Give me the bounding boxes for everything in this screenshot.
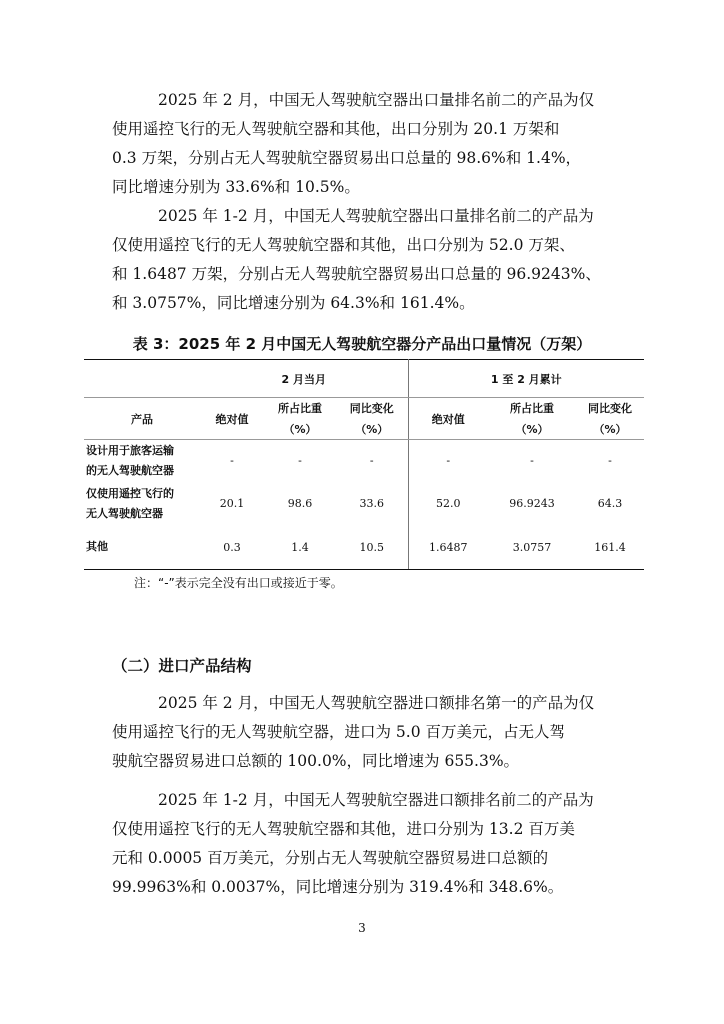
cell-value: - xyxy=(530,454,534,468)
cell-value: 52.0 xyxy=(436,497,461,510)
cell-value: - xyxy=(446,454,451,468)
text-line: 2025 年 1-2 月，中国无人驾驶航空器进口额排名前二的产品为 xyxy=(158,791,594,809)
text-line: 和 3.0757%，同比增速分别为 64.3%和 161.4%。 xyxy=(112,294,475,312)
text-line: 仅使用遥控飞行的无人驾驶航空器和其他，出口分别为 52.0 万架、 xyxy=(112,236,575,254)
col-header-abs-cum: 绝对值 xyxy=(408,398,488,440)
table-row xyxy=(84,526,644,570)
col-header-share xyxy=(264,398,336,440)
col-header-share-l2: （%） xyxy=(515,423,549,436)
cell-value: - xyxy=(298,454,302,468)
cell-value: 20.1 xyxy=(219,497,245,510)
product-name-l1: 仅使用遥控飞行的 xyxy=(86,486,174,500)
cell-value: 1.4 xyxy=(264,526,336,570)
text-line: 0.3 万架，分别占无人驾驶航空器贸易出口总量的 98.6%和 1.4%， xyxy=(112,149,582,167)
col-header-yoy-l2: （%） xyxy=(593,423,627,436)
col-header-yoy-l2: （%） xyxy=(355,423,389,436)
text-line: 元和 0.0005 百万美元，分别占无人驾驶航空器贸易进口总额的 xyxy=(112,849,549,867)
paragraph-export-jan-feb xyxy=(112,202,618,318)
cell-value: - xyxy=(230,454,234,468)
section-heading: （二）进口产品结构 xyxy=(112,657,252,675)
row-product-name xyxy=(84,526,200,570)
product-name-l1: 其他 xyxy=(86,540,108,554)
col-header-yoy-l1: 同比变化 xyxy=(349,402,394,415)
col-header-abs: 绝对值 xyxy=(200,398,264,440)
cell-value: 64.3 xyxy=(597,497,623,510)
cell-value: 0.3 xyxy=(200,526,264,570)
col-header-product: 产品 xyxy=(84,398,200,440)
text-line: 仅使用遥控飞行的无人驾驶航空器和其他，进口分别为 13.2 百万美 xyxy=(112,820,575,838)
table-note: 注：“-”表示完全没有出口或接近于零。 xyxy=(134,576,343,590)
cell-value: - xyxy=(336,440,408,482)
cell-value: - xyxy=(608,454,612,468)
product-name-l2: 无人驾驶航空器 xyxy=(86,506,163,520)
cell-value: 33.6 xyxy=(336,482,408,526)
col-header-share-l1: 所占比重 xyxy=(278,402,322,415)
cell-value: 96.9243 xyxy=(509,497,555,510)
col-header-yoy xyxy=(336,398,408,440)
text-line: 2025 年 2 月，中国无人驾驶航空器进口额排名第一的产品为仅 xyxy=(158,694,595,712)
paragraph-import-jan-feb xyxy=(112,786,618,902)
table-caption: 表 3：2025 年 2 月中国无人驾驶航空器分产品出口量情况（万架） xyxy=(132,335,592,353)
row-product-name xyxy=(84,482,200,526)
text-line: 2025 年 1-2 月，中国无人驾驶航空器出口量排名前二的产品为 xyxy=(158,207,594,225)
group-header-cumulative: 1 至 2 月累计 xyxy=(408,360,644,398)
product-name-l2: 的无人驾驶航空器 xyxy=(86,463,174,477)
cell-value: 98.6 xyxy=(287,497,313,510)
text-line: 99.9963%和 0.0037%，同比增速分别为 319.4%和 348.6%。 xyxy=(112,878,564,896)
paragraph-export-feb xyxy=(112,86,618,202)
cell-value: 10.5 xyxy=(336,526,408,570)
cell-value: 1.6487 xyxy=(408,526,488,570)
export-table xyxy=(84,359,644,570)
table-row xyxy=(84,482,644,526)
product-name-l1: 设计用于旅客运输 xyxy=(86,443,174,457)
group-header-feb: 2 月当月 xyxy=(200,360,408,398)
col-header-share-l1: 所占比重 xyxy=(510,402,555,415)
row-product-name xyxy=(84,440,200,482)
page-number: 3 xyxy=(358,921,366,935)
cell-value: 161.4 xyxy=(576,526,644,570)
table-row xyxy=(84,440,644,482)
paragraph-import-feb xyxy=(112,689,618,776)
col-header-share-l2: （%） xyxy=(283,423,317,436)
text-line: 2025 年 2 月，中国无人驾驶航空器出口量排名前二的产品为仅 xyxy=(158,91,595,109)
text-line: 驶航空器贸易进口总额的 100.0%，同比增速为 655.3%。 xyxy=(112,752,520,770)
text-line: 和 1.6487 万架，分别占无人驾驶航空器贸易出口总量的 96.9243%、 xyxy=(112,265,601,283)
cell-value: 3.0757 xyxy=(488,526,576,570)
text-line: 同比增速分别为 33.6%和 10.5%。 xyxy=(112,178,360,196)
text-line: 使用遥控飞行的无人驾驶航空器和其他，出口分别为 20.1 万架和 xyxy=(112,120,560,138)
col-header-yoy-cum xyxy=(576,398,644,440)
text-line: 使用遥控飞行的无人驾驶航空器，进口为 5.0 百万美元，占无人驾 xyxy=(112,723,566,741)
col-header-share-cum xyxy=(488,398,576,440)
col-header-yoy-l1: 同比变化 xyxy=(588,402,633,415)
table-corner xyxy=(84,360,200,398)
